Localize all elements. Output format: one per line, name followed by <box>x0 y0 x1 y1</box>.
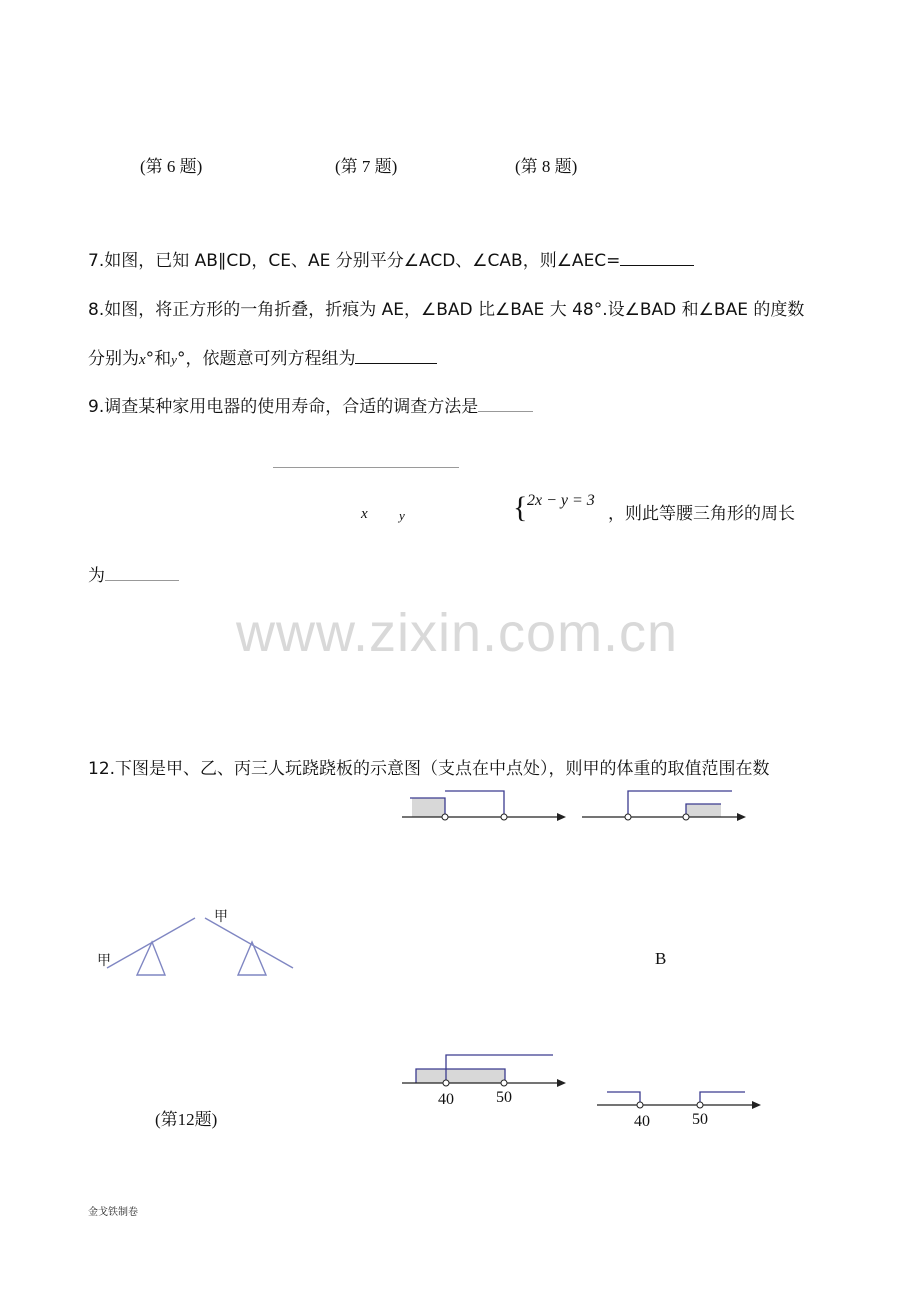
blank-line-rule <box>273 467 459 468</box>
number-line-option-c <box>400 1052 570 1092</box>
answer-blank-9[interactable] <box>478 397 533 412</box>
question-8-line2 <box>88 349 437 370</box>
question-7-text: 7.如图，已知 AB∥CD，CE、AE 分别平分∠ACD、∠CAB，则∠AEC= <box>88 251 621 271</box>
question-12: 12.下图是甲、乙、丙三人玩跷跷板的示意图（支点在中点处），则甲的体重的取值范围在数 <box>88 759 770 779</box>
seesaw-label-top: 甲 <box>214 909 228 925</box>
answer-blank-7[interactable] <box>620 251 694 266</box>
fulcrum-left <box>137 942 165 975</box>
variable-y: y <box>171 352 177 367</box>
question-11-tail: ，则此等腰三角形的周长 <box>608 504 795 524</box>
caption-fig7: (第 7 题) <box>335 157 398 176</box>
variable-x: x <box>139 352 146 368</box>
variable-y-q11: y <box>399 508 405 523</box>
equation-system: 2x − y = 3 <box>527 492 595 509</box>
open-circle-50 <box>501 1080 507 1086</box>
question-11-text: 为 <box>88 566 105 586</box>
question-8-text-c: °，依题意可列方程组为 <box>176 349 356 369</box>
question-7 <box>88 251 694 271</box>
open-circle-50 <box>683 814 689 820</box>
footer: 金戈铁制卷 <box>88 1207 138 1218</box>
option-label-b: B <box>655 949 667 968</box>
open-circle-50 <box>501 814 507 820</box>
number-line-option-b <box>580 786 750 826</box>
open-circle-50 <box>697 1102 703 1108</box>
shaded-region <box>412 798 445 817</box>
caption-fig12: (第12题) <box>155 1110 218 1129</box>
number-line-option-a <box>400 786 570 826</box>
question-8-text-b: °和 <box>145 349 172 369</box>
axis-arrow-icon <box>557 813 566 821</box>
caption-fig8: (第 8 题) <box>515 157 578 176</box>
equation-brace: { <box>513 491 528 524</box>
shaded-region <box>416 1069 505 1083</box>
open-circle-40 <box>625 814 631 820</box>
variable-x-q11: x <box>361 506 368 522</box>
shaded-region <box>686 804 721 817</box>
question-9-text: 9.调查某种家用电器的使用寿命，合适的调查方法是 <box>88 397 479 417</box>
watermark: www.zixin.com.cn <box>236 603 679 663</box>
open-circle-40 <box>443 1080 449 1086</box>
seesaw-label-left: 甲 <box>97 953 111 969</box>
answer-blank-11[interactable] <box>105 566 179 581</box>
tick-label-40-d: 40 <box>634 1113 650 1130</box>
fulcrum-right <box>238 942 266 975</box>
question-9 <box>88 397 533 417</box>
axis-arrow-icon <box>752 1101 761 1109</box>
open-circle-40 <box>637 1102 643 1108</box>
seesaw-figure <box>95 910 305 985</box>
tick-label-40-c: 40 <box>438 1091 454 1108</box>
open-circle-40 <box>442 814 448 820</box>
question-8-text-a: 分别为 <box>88 349 139 369</box>
caption-fig6: (第 6 题) <box>140 157 203 176</box>
axis-arrow-icon <box>737 813 746 821</box>
tick-label-50-d: 50 <box>692 1111 708 1128</box>
question-8-line1: 8.如图，将正方形的一角折叠，折痕为 AE，∠BAD 比∠BAE 大 48°.设∠BAD 和∠BAE 的度数 <box>88 300 805 320</box>
number-line-option-d <box>595 1075 765 1115</box>
question-11-line2 <box>88 566 179 586</box>
axis-arrow-icon <box>557 1079 566 1087</box>
answer-blank-8[interactable] <box>355 349 437 364</box>
tick-label-50-c: 50 <box>496 1089 512 1106</box>
